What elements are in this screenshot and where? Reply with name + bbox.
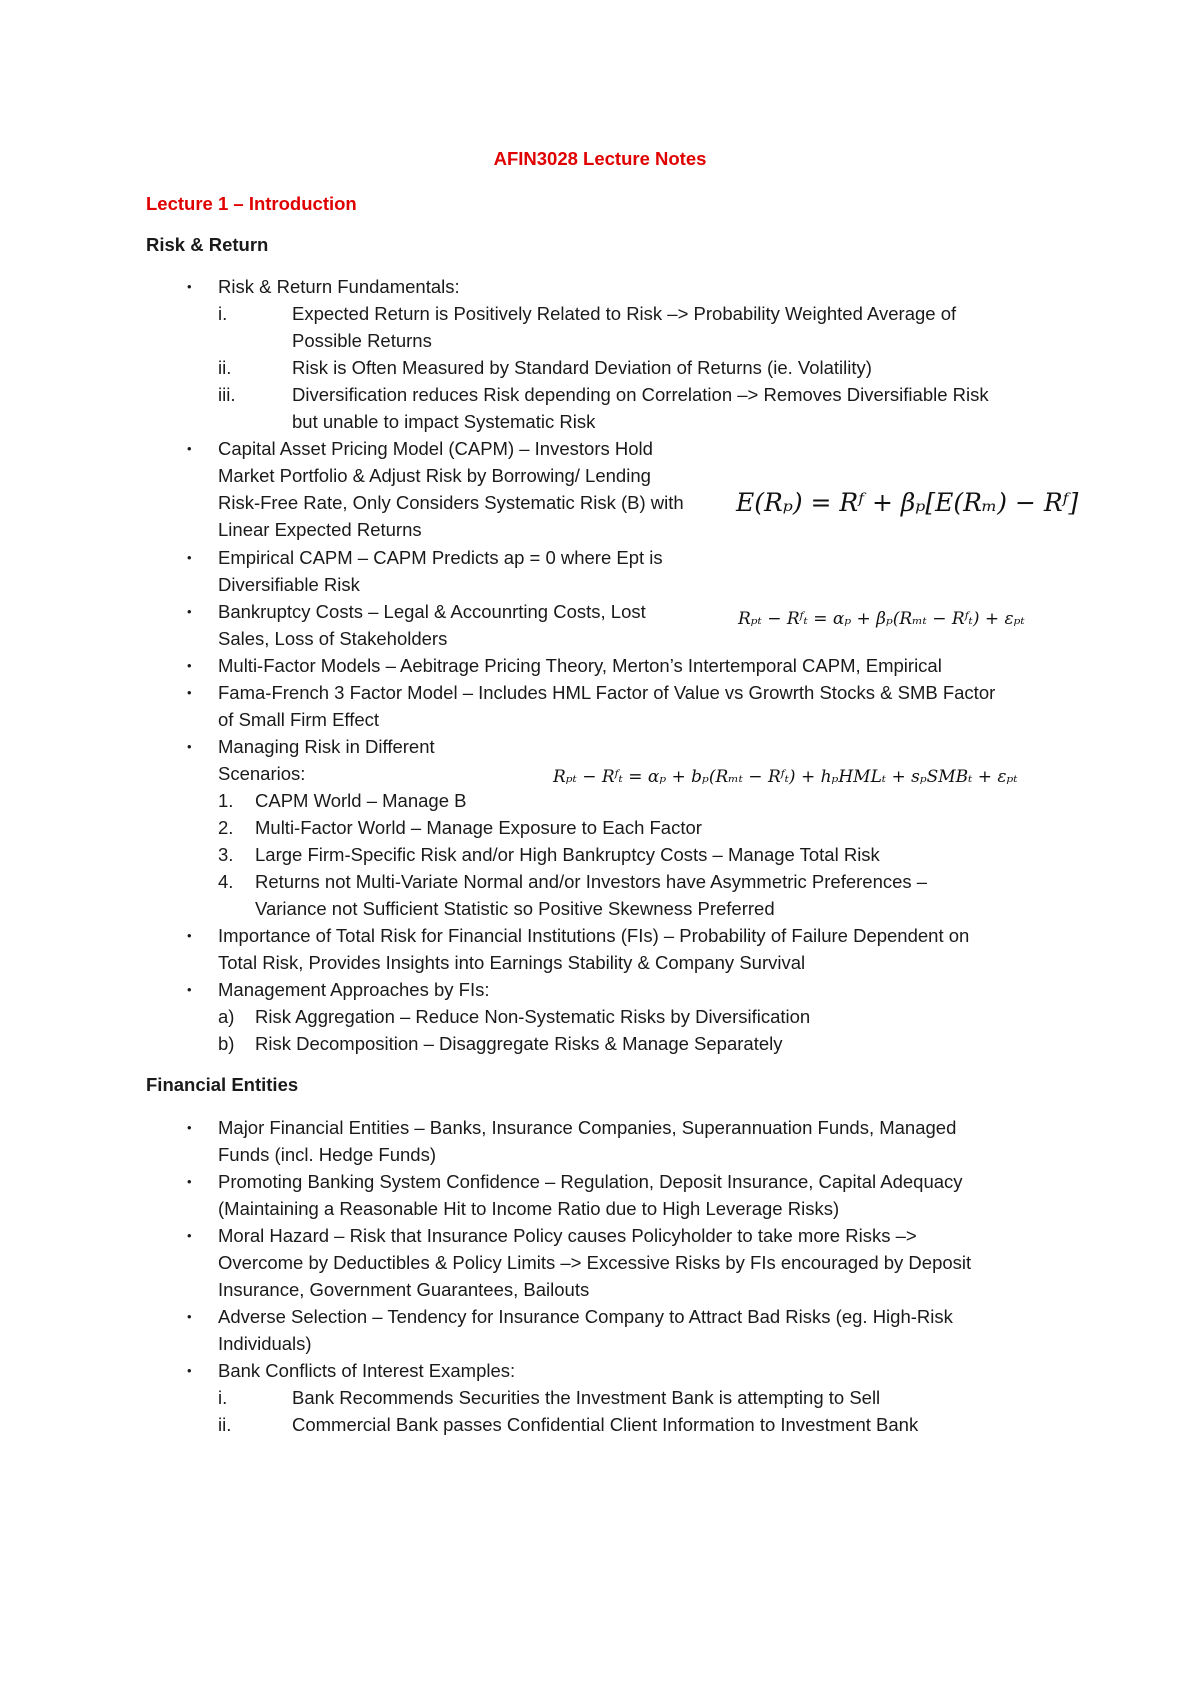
fama-french-text: of Small Firm Effect (218, 709, 380, 730)
bullet: • (187, 1174, 192, 1189)
list-marker: ii. (218, 1414, 232, 1435)
capm-equation: E(Rₚ) = Rᶠ + βₚ[E(Rₘ) − Rᶠ] (736, 488, 1079, 517)
list-item-text: Expected Return is Positively Related to Risk –> Probability Weighted Average of (292, 303, 957, 324)
list-marker: 3. (218, 844, 234, 865)
total-risk-text: Importance of Total Risk for Financial Institutions (FIs) – Probability of Failure Dependent on (218, 925, 970, 946)
empirical-capm-equation: Rₚₜ − Rᶠₜ = αₚ + βₚ(Rₘₜ − Rᶠₜ) + εₚₜ (738, 609, 1025, 629)
section-heading-financial-entities: Financial Entities (146, 1074, 299, 1095)
fama-french-text: Fama-French 3 Factor Model – Includes HML Factor of Value vs Growrth Stocks & SMB Factor (218, 682, 996, 703)
bullet: • (187, 604, 192, 619)
bullet: • (187, 928, 192, 943)
list-marker: i. (218, 303, 228, 324)
bullet: • (187, 739, 192, 754)
list-item-text: Large Firm-Specific Risk and/or High Bankruptcy Costs – Manage Total Risk (255, 844, 880, 865)
entities-text: Individuals) (218, 1333, 312, 1354)
list-item-text: Commercial Bank passes Confidential Client Information to Investment Bank (292, 1414, 919, 1435)
list-item-text: Bank Recommends Securities the Investment Bank is attempting to Sell (292, 1387, 881, 1408)
entities-text: Promoting Banking System Confidence – Regulation, Deposit Insurance, Capital Adequacy (218, 1171, 963, 1192)
bullet: • (187, 658, 192, 673)
list-item-text: Multi-Factor World – Manage Exposure to Each Factor (255, 817, 702, 838)
bankruptcy-text: Bankruptcy Costs – Legal & Accounrting Costs, Lost (218, 601, 646, 622)
list-marker: iii. (218, 384, 236, 405)
bullet: • (187, 1120, 192, 1135)
bullet: • (187, 685, 192, 700)
list-item-text: but unable to impact Systematic Risk (292, 411, 596, 432)
bullet: • (187, 1363, 192, 1378)
list-marker: i. (218, 1387, 228, 1408)
empirical-capm-text: Empirical CAPM – CAPM Predicts ap = 0 where Ept is (218, 547, 663, 568)
capm-text: Risk-Free Rate, Only Considers Systematic Risk (B) with (218, 492, 684, 513)
list-marker: ii. (218, 357, 232, 378)
managing-risk-text: Managing Risk in Different (218, 736, 435, 757)
approaches-label: Management Approaches by FIs: (218, 979, 490, 1000)
bullet: • (187, 279, 192, 294)
capm-text: Capital Asset Pricing Model (CAPM) – Investors Hold (218, 438, 653, 459)
list-marker: a) (218, 1006, 235, 1027)
bullet: • (187, 550, 192, 565)
bullet: • (187, 1309, 192, 1324)
entities-text: Overcome by Deductibles & Policy Limits –> Excessive Risks by FIs encouraged by Deposit (218, 1252, 972, 1273)
managing-risk-text: Scenarios: (218, 763, 306, 784)
fama-french-equation: Rₚₜ − Rᶠₜ = αₚ + bₚ(Rₘₜ − Rᶠₜ) + hₚHMLₜ + sₚSMBₜ + εₚₜ (553, 767, 1018, 787)
bullet: • (187, 441, 192, 456)
list-item-text: Diversification reduces Risk depending on Correlation –> Removes Diversifiable Risk (292, 384, 989, 405)
bankruptcy-text: Sales, Loss of Stakeholders (218, 628, 448, 649)
fundamentals-label: Risk & Return Fundamentals: (218, 276, 460, 297)
conflicts-label: Bank Conflicts of Interest Examples: (218, 1360, 516, 1381)
empirical-capm-text: Diversifiable Risk (218, 574, 360, 595)
entities-text: (Maintaining a Reasonable Hit to Income Ratio due to High Leverage Risks) (218, 1198, 840, 1219)
bullet: • (187, 982, 192, 997)
entities-text: Adverse Selection – Tendency for Insurance Company to Attract Bad Risks (eg. High-Risk (218, 1306, 953, 1327)
capm-text: Market Portfolio & Adjust Risk by Borrowing/ Lending (218, 465, 651, 486)
entities-text: Funds (incl. Hedge Funds) (218, 1144, 436, 1165)
list-marker: 1. (218, 790, 234, 811)
entities-text: Moral Hazard – Risk that Insurance Policy causes Policyholder to take more Risks –> (218, 1225, 917, 1246)
list-marker: 4. (218, 871, 234, 892)
total-risk-text: Total Risk, Provides Insights into Earnings Stability & Company Survival (218, 952, 806, 973)
entities-text: Major Financial Entities – Banks, Insurance Companies, Superannuation Funds, Managed (218, 1117, 957, 1138)
list-item-text: Variance not Sufficient Statistic so Positive Skewness Preferred (255, 898, 775, 919)
list-item-text: Returns not Multi-Variate Normal and/or Investors have Asymmetric Preferences – (255, 871, 928, 892)
entities-text: Insurance, Government Guarantees, Bailouts (218, 1279, 590, 1300)
document-title: AFIN3028 Lecture Notes (493, 148, 707, 169)
list-marker: b) (218, 1033, 235, 1054)
list-item-text: CAPM World – Manage B (255, 790, 467, 811)
section-heading-risk-return: Risk & Return (146, 234, 269, 255)
capm-text: Linear Expected Returns (218, 519, 422, 540)
list-item-text: Possible Returns (292, 330, 432, 351)
bullet: • (187, 1228, 192, 1243)
lecture-heading: Lecture 1 – Introduction (146, 193, 357, 214)
list-item-text: Risk is Often Measured by Standard Deviation of Returns (ie. Volatility) (292, 357, 872, 378)
list-marker: 2. (218, 817, 234, 838)
multifactor-text: Multi-Factor Models – Aebitrage Pricing Theory, Merton’s Intertemporal CAPM, Empirical (218, 655, 942, 676)
list-item-text: Risk Aggregation – Reduce Non-Systematic Risks by Diversification (255, 1006, 811, 1027)
list-item-text: Risk Decomposition – Disaggregate Risks & Manage Separately (255, 1033, 783, 1054)
